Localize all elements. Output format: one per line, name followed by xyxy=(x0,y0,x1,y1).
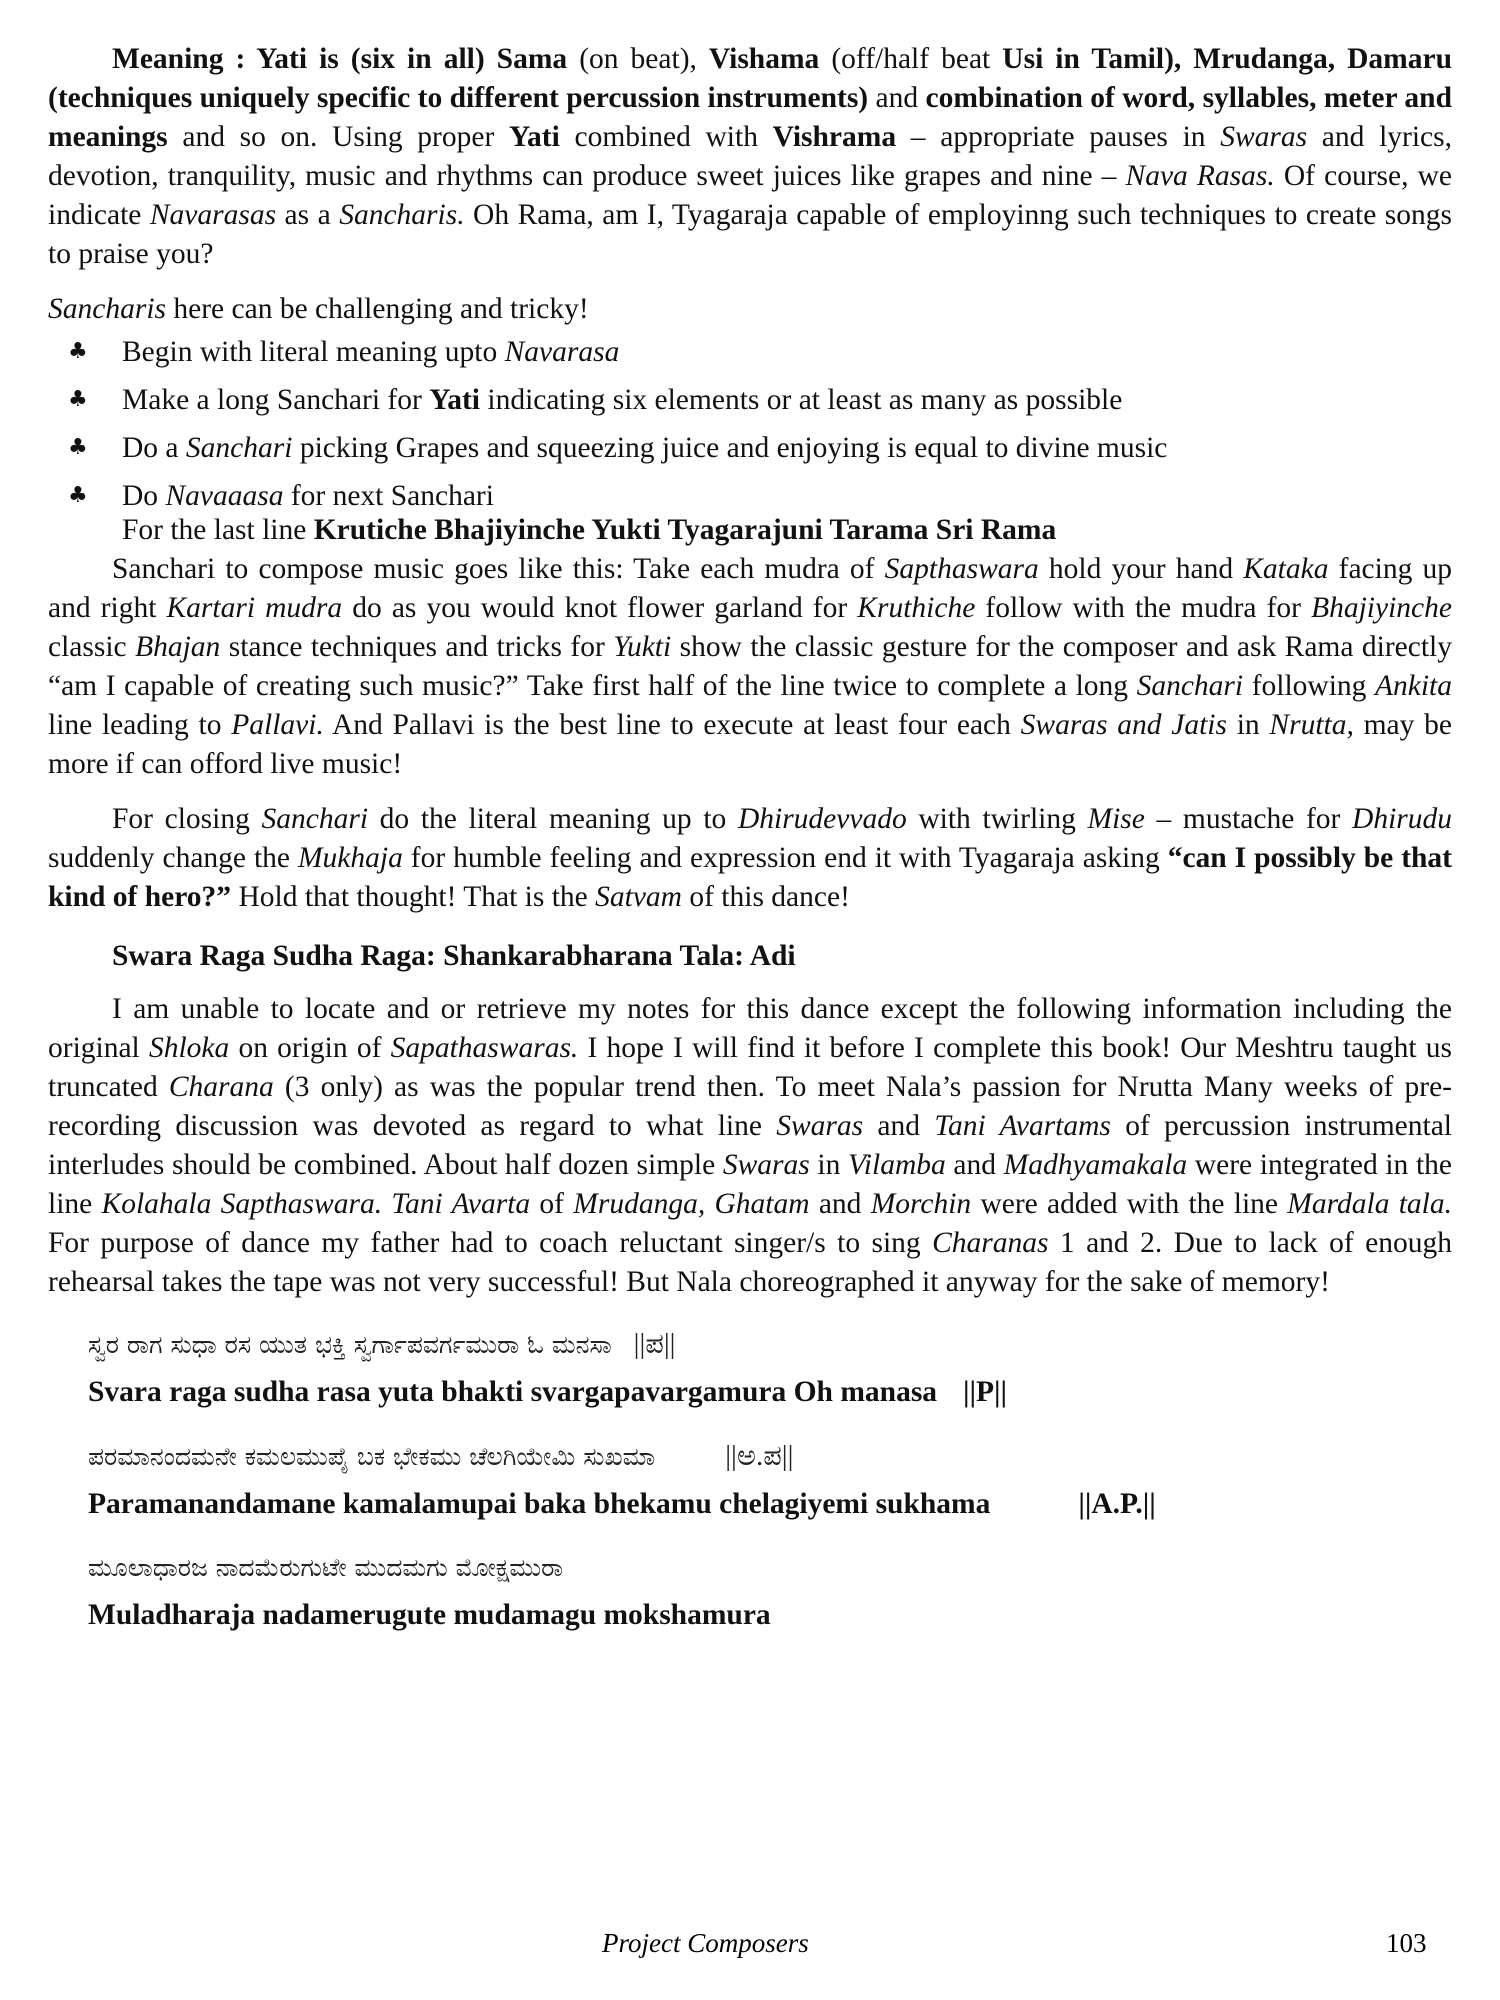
paragraph-sancharis-intro: Sancharis here can be challenging and tricky! xyxy=(48,293,589,325)
page-number: 103 xyxy=(1386,1928,1427,1958)
lyric-kannada-anupallavi: ಪರಮಾನಂದಮನೇ ಕಮಲಮುಪೈ ಬಕ ಭೇಕಮು ಚೆಲಗಿಯೇಮಿ ಸುಖಮಾ ||ಅ.ಪ|| xyxy=(88,1440,794,1472)
document-page xyxy=(48,40,1452,1635)
club-bullet-icon: ♣ xyxy=(68,339,88,364)
club-bullet-icon: ♣ xyxy=(68,435,88,460)
paragraph-sanchari-compose: Sanchari to compose music goes like this: Take each mudra of Sapthaswara hold your hand Kataka facing up and right Kartari mudra do as you would knot flower garland for Kruthiche follow with the mudra for Bhajiyinche classic Bhajan stance techniques and tricks for Yukti show the classic gesture for the composer and ask Rama directly “am I capable of creating such music?” Take first half of the line twice to complete a long Sanchari following Ankita line leading to Pallavi. And Pallavi is the best line to execute at least four each Swaras and Jatis in Nrutta, may be more if can offord live music! xyxy=(48,553,1452,780)
lyric-roman-line3: Muladharaja nadamerugute mudamagu mokshamura xyxy=(88,1599,771,1631)
club-bullet-icon: ♣ xyxy=(68,387,88,412)
bullet-item: ♣ Make a long Sanchari for Yati indicating six elements or at least as many as possible xyxy=(48,381,1452,419)
section-title: Swara Raga Sudha Raga: Shankarabharana Tala: Adi xyxy=(112,940,796,972)
bullet-list xyxy=(48,333,1452,515)
last-line-note: For the last line Krutiche Bhajiyinche Yukti Tyagarajuni Tarama Sri Rama xyxy=(122,514,1057,546)
lyric-kannada-line3: ಮೂಲಾಧಾರಜ ನಾದಮೆರುಗುಟೇ ಮುದಮಗು ಮೋಕ್ಷಮುರಾ xyxy=(88,1553,564,1582)
paragraph-notes: I am unable to locate and or retrieve my notes for this dance except the following information including the original Shloka on origin of Sapathaswaras. I hope I will find it before I complete this book! Our Meshtru taught us truncated Charana (3 only) as was the popular trend then. To meet Nala’s passion for Nrutta Many weeks of pre-recording discussion was devoted as regard to what line Swaras and Tani Avartams of percussion instrumental interludes should be combined. About half dozen simple Swaras in Vilamba and Madhyamakala were integrated in the line Kolahala Sapthaswara. Tani Avarta of Mrudanga, Ghatam and Morchin were added with the line Mardala tala. For purpose of dance my father had to coach reluctant singer/s to sing Charanas 1 and 2. Due to lack of enough rehearsal takes the tape was not very successful! But Nala choreographed it anyway for the sake of memory! xyxy=(48,993,1452,1298)
bullet-item: ♣ Begin with literal meaning upto Navarasa xyxy=(48,333,1452,371)
bullet-item: ♣ Do Navaaasa for next Sanchari xyxy=(48,477,1452,515)
bullet-item: ♣ Do a Sanchari picking Grapes and squeezing juice and enjoying is equal to divine music xyxy=(48,429,1452,467)
footer-title: Project Composers xyxy=(602,1928,809,1958)
paragraph-closing-sanchari: For closing Sanchari do the literal meaning up to Dhirudevvado with twirling Mise – mustache for Dhirudu suddenly change the Mukhaja for humble feeling and expression end it with Tyagaraja asking “can I possibly be that kind of hero?” Hold that thought! That is the Satvam of this dance! xyxy=(48,803,1453,913)
lyric-roman-anupallavi: Paramanandamane kamalamupai baka bhekamu chelagiyemi sukhama ||A.P.|| xyxy=(88,1488,1156,1520)
paragraph-meaning: Meaning : Yati is (six in all) Sama (on beat), Vishama (off/half beat Usi in Tamil), Mrudanga, Damaru (techniques uniquely specific to different percussion instruments) and combination of word, syllables, meter and meanings and so on. Using proper Yati combined with Vishrama – appropriate pauses in Swaras and lyrics, devotion, tranquility, music and rhythms can produce sweet juices like grapes and nine – Nava Rasas. Of course, we indicate Navarasas as a Sancharis. Oh Rama, am I, Tyagaraja capable of employinng such techniques to create songs to praise you? xyxy=(48,43,1453,270)
club-bullet-icon: ♣ xyxy=(68,483,88,508)
lyric-roman-pallavi: Svara raga sudha rasa yuta bhakti svargapavargamura Oh manasa ||P|| xyxy=(88,1376,1008,1408)
lyric-kannada-pallavi: ಸ್ವರ ರಾಗ ಸುಧಾ ರಸ ಯುತ ಭಕ್ತಿ ಸ್ವರ್ಗಾಪವರ್ಗಮುರಾ ಓ ಮನಸಾ ||ಪ|| xyxy=(88,1328,676,1360)
